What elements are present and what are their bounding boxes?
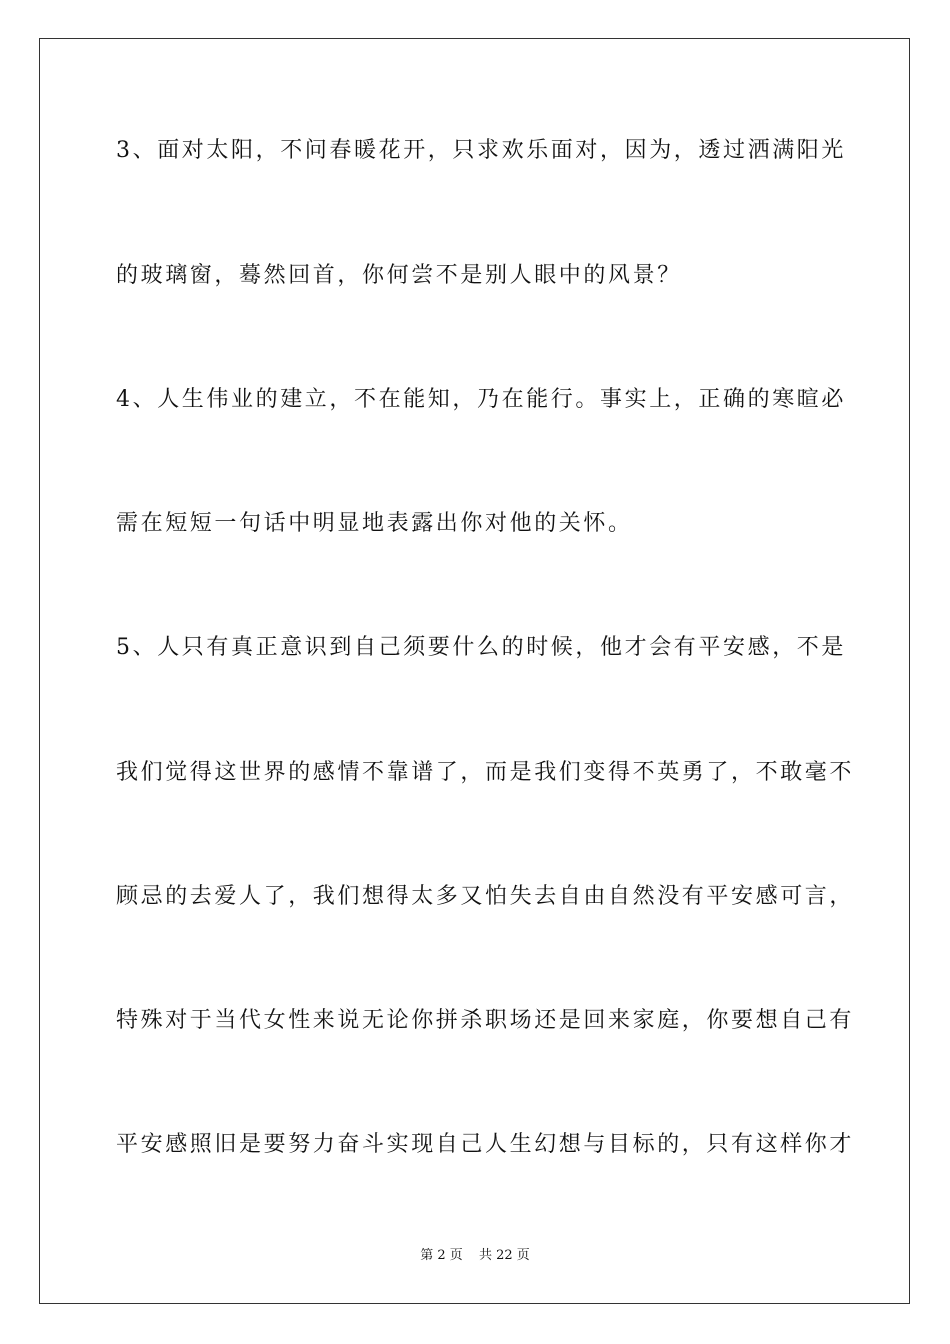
- text-line-7: 顾忌的去爱人了，我们想得太多又怕失去自由自然没有平安感可言，: [116, 884, 855, 909]
- page-total: 共 22 页: [478, 1248, 530, 1263]
- page-border: [39, 38, 910, 1304]
- page-number: 第 2 页: [420, 1248, 463, 1263]
- text-line-5: 5、人只有真正意识到自己须要什么的时候，他才会有平安感，不是: [116, 635, 846, 660]
- text-line-6: 我们觉得这世界的感情不靠谱了，而是我们变得不英勇了，不敢毫不: [116, 760, 855, 785]
- text-line-4: 需在短短一句话中明显地表露出你对他的关怀。: [116, 511, 633, 536]
- text-line-2: 的玻璃窗，蓦然回首，你何尝不是别人眼中的风景？: [116, 263, 682, 288]
- text-line-8: 特殊对于当代女性来说无论你拼杀职场还是回来家庭，你要想自己有: [116, 1008, 855, 1033]
- page-footer: [0, 1247, 950, 1265]
- text-line-1: 3、面对太阳，不问春暖花开，只求欢乐面对，因为，透过洒满阳光: [116, 138, 846, 163]
- text-line-3: 4、人生伟业的建立，不在能知，乃在能行。事实上，正确的寒暄必: [116, 387, 846, 412]
- text-line-9: 平安感照旧是要努力奋斗实现自己人生幻想与目标的，只有这样你才: [116, 1132, 855, 1157]
